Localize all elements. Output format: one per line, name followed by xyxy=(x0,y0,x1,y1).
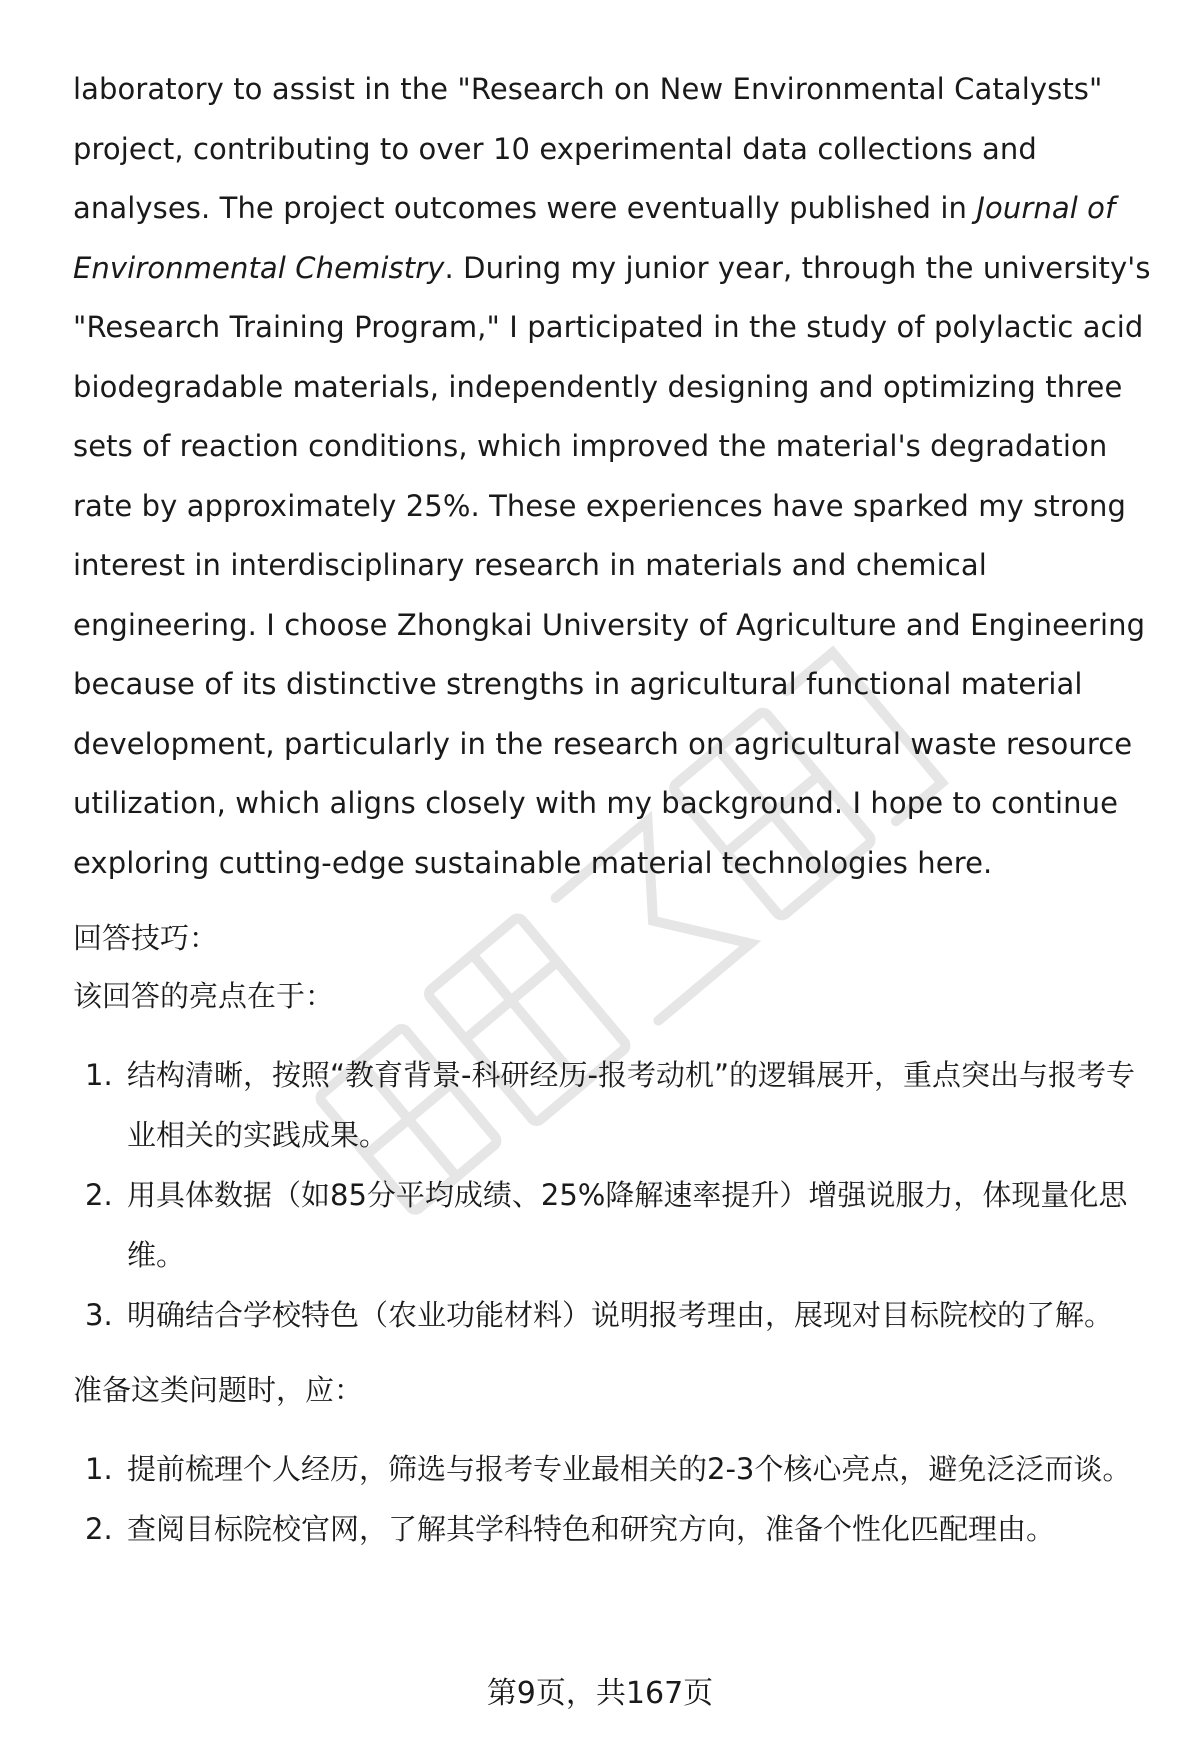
list-item-text: 结构清晰，按照“教育背景-科研经历-报考动机”的逻辑展开，重点突出与报考专业相关的实践成果。 xyxy=(127,1058,1135,1152)
prep-list xyxy=(73,1439,1153,1559)
list-item-number: 2. xyxy=(85,1178,113,1212)
list-item-number: 1. xyxy=(85,1058,113,1092)
tips-heading: 回答技巧： xyxy=(73,921,219,955)
prep-intro: 准备这类问题时，应： xyxy=(73,1373,364,1407)
list-item-text: 查阅目标院校官网，了解其学科特色和研究方向，准备个性化匹配理由。 xyxy=(127,1512,1056,1546)
list-item-text: 提前梳理个人经历，筛选与报考专业最相关的2-3个核心亮点，避免泛泛而谈。 xyxy=(127,1452,1132,1486)
list-item xyxy=(73,1045,1153,1165)
list-item xyxy=(73,1165,1153,1285)
list-item xyxy=(73,1439,1153,1499)
highlights-list xyxy=(73,1045,1153,1345)
document-page xyxy=(73,60,1153,1559)
list-item xyxy=(73,1285,1153,1345)
list-item-text: 明确结合学校特色（农业功能材料）说明报考理由，展现对目标院校的了解。 xyxy=(127,1298,1114,1332)
list-item-number: 1. xyxy=(85,1452,113,1486)
english-paragraph xyxy=(73,60,1153,893)
highlights-intro: 该回答的亮点在于： xyxy=(73,979,335,1013)
list-item xyxy=(73,1499,1153,1559)
paragraph-part1: laboratory to assist in the "Research on New Environmental Catalysts" project, contributing to over 10 experimental data collections and analyses. The project outcomes were eventually published in xyxy=(73,72,1103,225)
paragraph-part2: . During my junior year, through the university's "Research Training Program," I participated in the study of polylactic acid biodegradable materials, independently designing and optimizing three sets of reaction conditions, which improved the material's degradation rate by approximately 25%. These experiences have sparked my strong interest in interdisciplinary research in materials and chemical engineering. I choose Zhongkai University of Agriculture and Engineering because of its distinctive strengths in agricultural functional material development, particularly in the research on agricultural waste resource utilization, which aligns closely with my background. I hope to continue exploring cutting-edge sustainable material technologies here. xyxy=(73,250,1151,880)
list-item-text: 用具体数据（如85分平均成绩、25%降解速率提升）增强说服力，体现量化思维。 xyxy=(127,1178,1128,1272)
list-item-number: 3. xyxy=(85,1298,113,1332)
list-item-number: 2. xyxy=(85,1512,113,1546)
journal-title: Journal of Environmental Chemistry xyxy=(73,191,1116,285)
page-number: 第9页，共167页 xyxy=(486,1676,714,1711)
